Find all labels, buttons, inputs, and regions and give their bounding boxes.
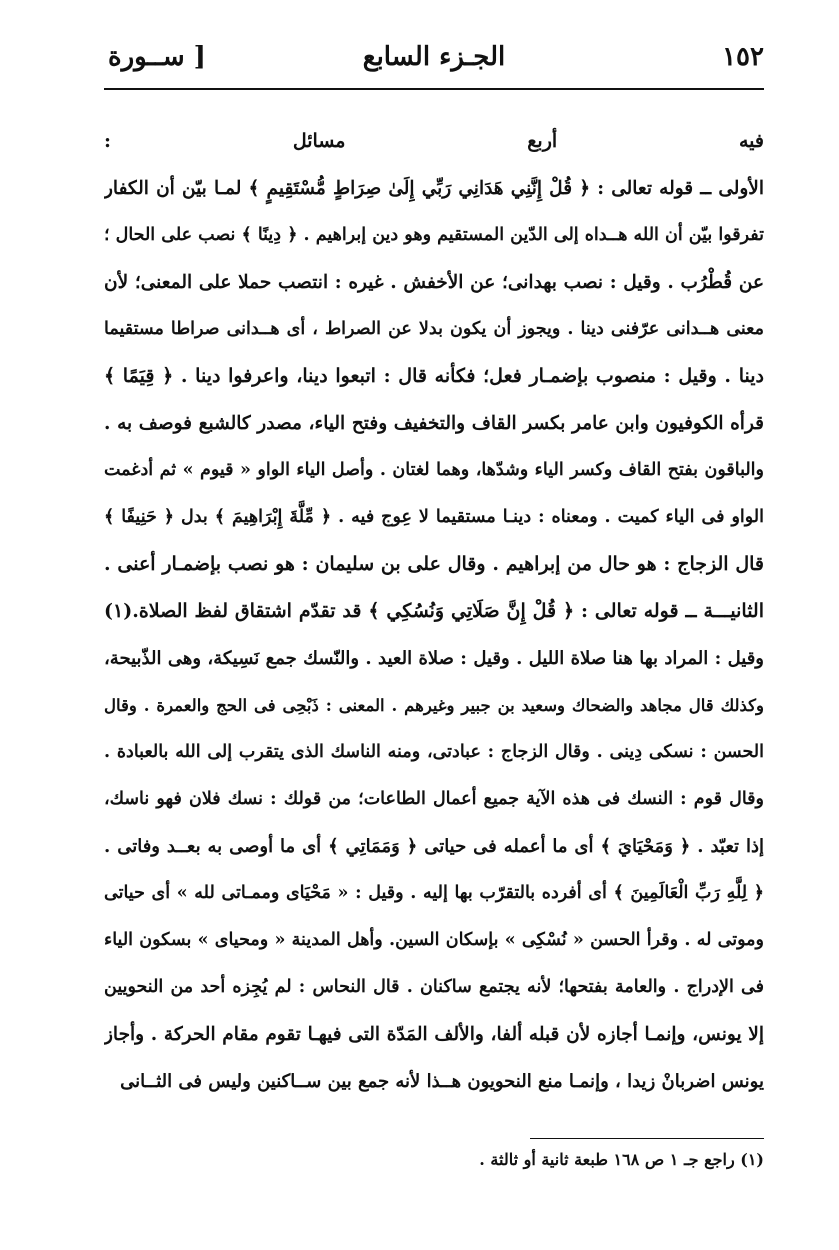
text-line: فى الإدراج . والعامة بفتحها؛ لأنه يجتمع ساكنان . قال النحاس : لم يُجِزه أحد من النحويين bbox=[104, 977, 764, 997]
text-line: إذا تعبّد . ﴿ وَمَحْيَايَ ﴾ أى ما أعمله فى حياتى ﴿ وَمَمَاتِي ﴾ أى ما أوصى به بعــد وفاتى . bbox=[104, 836, 764, 857]
page-number: ١٥٢ bbox=[722, 42, 764, 72]
text-line: الحسن : نسكى دِينى . وقال الزجاج : عبادتى، ومنه الناسك الذى يتقرب إلى الله بالعبادة . bbox=[104, 742, 764, 762]
text-line: وكذلك قال مجاهد والضحاك وسعيد بن جبير وغيرهم . المعنى : ذَبْحِى فى الحج والعمرة . وقال bbox=[104, 696, 764, 715]
text-line: دينا . وقيل : منصوب بإضمـار فعل؛ فكأنه قال : اتبعوا دينا، واعرفوا دينا . ﴿ قِيَمًا ﴾ bbox=[104, 365, 764, 387]
text-line: تفرقوا بيّن أن الله هــداه إلى الدّين المستقيم وهو دين إبراهيم . ﴿ دِينًا ﴾ نصب على الحال ؛ bbox=[104, 225, 764, 245]
text-line: إلا يونس، وإنمـا أجازه لأن قبله ألفا، والألف المَدّة التى فيهـا تقوم مقام الحركة . وأجاز bbox=[104, 1024, 764, 1045]
footnote: (١) راجع جـ ١ ص ١٦٨ طبعة ثانية أو ثالثة . bbox=[479, 1150, 764, 1169]
text-line: الثانيـــة ــ قوله تعالى : ﴿ قُلْ إِنَّ صَلَاتِي وَنُسُكِي ﴾ قد تقدّم اشتقاق لفظ الصلاة.(١) bbox=[104, 600, 764, 622]
footnote-divider bbox=[530, 1138, 764, 1139]
surah-label: [ ســورة bbox=[108, 42, 206, 72]
text-line: وقيل : المراد بها هنا صلاة الليل . وقيل : صلاة العيد . والنّسك جمع نَسِيكة، وهى الذّبيحة، bbox=[104, 648, 764, 669]
text-line: الواو فى الياء كميت . ومعناه : دينـا مستقيما لا عِوج فيه . ﴿ مِّلَّةَ إِبْرَاهِيمَ ﴾ بدل ﴿ حَنِيفًا ﴾ bbox=[104, 507, 764, 527]
page-header bbox=[104, 40, 764, 82]
text-line: يونس اضربانْ زيدا ، وإنمـا منع النحويون هــذا لأنه جمع بين ســاكنين وليس فى الثــانى bbox=[120, 1071, 764, 1092]
text-line: قرأه الكوفيون وابن عامر بكسر القاف والتخفيف وفتح الياء، مصدر كالشبع فوصف به . bbox=[104, 413, 764, 434]
text-line: ﴿ لِلَّهِ رَبِّ الْعَالَمِينَ ﴾ أى أفرده بالتقرّب بها إليه . وقيل : « مَحْيَاى وممـاتى لله » أى حياتى bbox=[104, 883, 764, 903]
text-line: قال الزجاج : هو حال من إبراهيم . وقال على بن سليمان : هو نصب بإضمـار أعنى . bbox=[104, 553, 764, 575]
part-title: الجـزء السابع bbox=[362, 42, 506, 72]
text-line: عن قُطْرُب . وقيل : نصب بهدانى؛ عن الأخفش . غيره : انتصب حملا على المعنى؛ لأن bbox=[104, 272, 764, 293]
body-text bbox=[104, 118, 764, 1105]
text-line: والباقون بفتح القاف وكسر الياء وشدّها، وهما لغتان . وأصل الياء الواو « قيوم » ثم أدغمت bbox=[104, 460, 764, 480]
text-line: وموتى له . وقرأ الحسن « نُسْكِى » بإسكان السين. وأهل المدينة « ومحياى » بسكون الياء bbox=[104, 930, 764, 950]
text-line: وقال قوم : النسك فى هذه الآية جميع أعمال الطاعات؛ من قولك : نسك فلان فهو ناسك، bbox=[104, 789, 764, 809]
text-line: الأولى ــ قوله تعالى : ﴿ قُلْ إِنَّنِي هَدَانِي رَبِّي إِلَىٰ صِرَاطٍ مُّسْتَقِيمٍ ﴾ لمـا بيّن أن الكفار bbox=[104, 178, 764, 199]
header-divider bbox=[104, 88, 764, 90]
text-line: معنى هــدانى عرّفنى دينا . ويجوز أن يكون بدلا عن الصراط ، أى هــدانى صراطا مستقيما bbox=[104, 319, 764, 339]
text-line: فيه أربع مسائل : bbox=[104, 130, 764, 152]
